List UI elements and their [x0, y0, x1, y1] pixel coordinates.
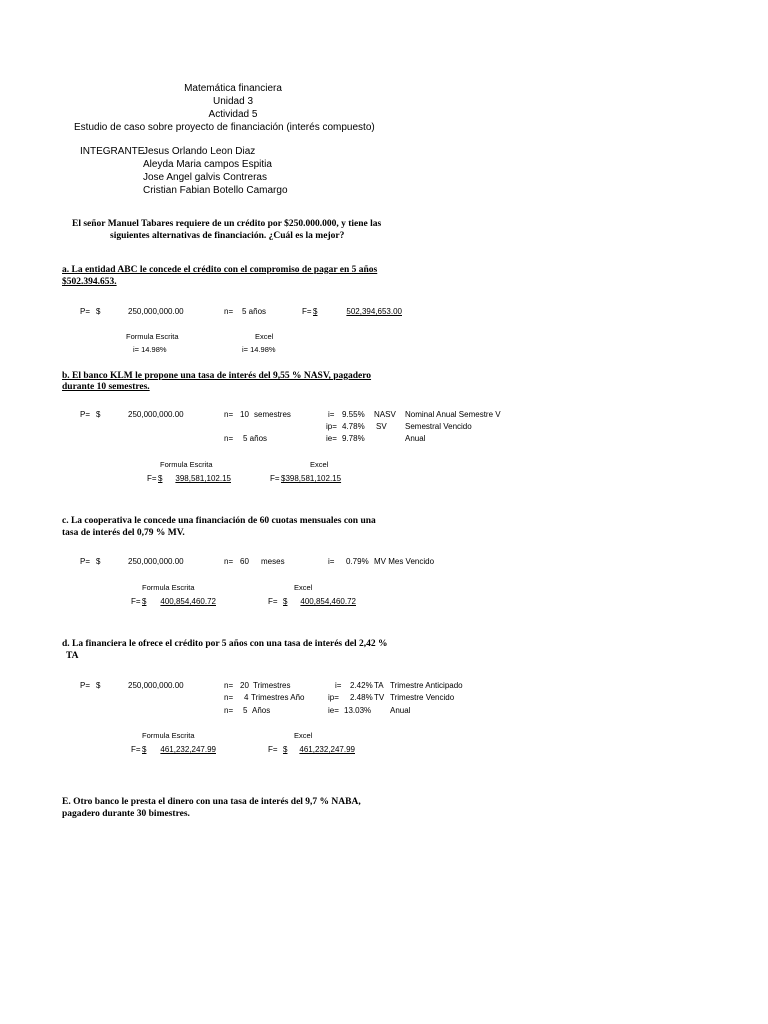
team-member: Jose Angel galvis Contreras: [143, 172, 267, 183]
b-f-excel-label: F=: [270, 474, 280, 483]
b-n1-label: n=: [224, 410, 234, 419]
b-formula-label: Formula Escrita: [160, 460, 213, 469]
b-ie-desc: Anual: [405, 434, 426, 443]
a-i-excel: i= 14.98%: [242, 345, 276, 354]
b-ip-desc: Semestral Vencido: [405, 422, 472, 431]
a-currency: $: [96, 307, 101, 316]
b-ie-label: ie=: [326, 434, 337, 443]
d-currency: $: [96, 681, 101, 690]
b-ie-value: 9.78%: [342, 434, 365, 443]
question-e-line: pagadero durante 30 bimestres.: [62, 809, 190, 819]
d-excel-label: Excel: [294, 731, 313, 740]
doc-activity: Actividad 5: [208, 109, 258, 120]
c-formula-label: Formula Escrita: [142, 583, 195, 592]
a-f-label: F=: [302, 307, 312, 316]
question-d-line: d. La financiera le ofrece el crédito por 5 años con una tasa de interés del 2,42 %: [62, 639, 388, 649]
doc-unit: Unidad 3: [212, 96, 254, 107]
b-ip-code: SV: [376, 422, 387, 431]
c-excel-label: Excel: [294, 583, 313, 592]
a-f-currency: $: [313, 307, 318, 316]
a-formula-label: Formula Escrita: [126, 332, 179, 341]
d-n2-label: n=: [224, 693, 234, 702]
b-n1-unit: semestres: [254, 410, 291, 419]
c-i-desc: MV Mes Vencido: [374, 557, 435, 566]
c-f-formula-label: F=: [131, 597, 141, 606]
d-formula-label: Formula Escrita: [142, 731, 195, 740]
a-p-value: 250,000,000.00: [128, 307, 184, 316]
d-i-value: 2.42%: [350, 681, 373, 690]
question-b-line: durante 10 semestres.: [62, 382, 150, 392]
c-f-formula-value: 400,854,460.72: [160, 597, 216, 606]
d-f-excel-value: 461,232,247.99: [299, 745, 355, 754]
b-n2-label: n=: [224, 434, 234, 443]
d-n2-unit: Trimestres Año: [251, 693, 305, 702]
b-f-formula-value: 398,581,102.15: [175, 474, 231, 483]
b-f-excel-value: $398,581,102.15: [281, 474, 342, 483]
b-i-code: NASV: [374, 410, 396, 419]
c-f-excel-value: 400,854,460.72: [300, 597, 356, 606]
d-f-formula-label: F=: [131, 745, 141, 754]
team-label: INTEGRANTE: [80, 146, 145, 157]
c-f-excel-currency: $: [283, 597, 288, 606]
c-f-formula-currency: $: [142, 597, 147, 606]
question-d-line: TA: [66, 651, 79, 661]
d-n1-unit: Trimestres: [253, 681, 291, 690]
b-n2-value: 5 años: [243, 434, 268, 443]
b-f-formula-currency: $: [158, 474, 163, 483]
b-p-value: 250,000,000.00: [128, 410, 184, 419]
d-i-desc: Trimestre Anticipado: [390, 681, 463, 690]
question-c-line: c. La cooperativa le concede una financiación de 60 cuotas mensuales con una: [62, 516, 376, 526]
c-p-label: P=: [80, 557, 91, 566]
b-n1-value: 10: [240, 410, 249, 419]
b-ip-value: 4.78%: [342, 422, 365, 431]
c-i-label: i=: [328, 557, 335, 566]
team-member: Aleyda Maria campos Espitia: [143, 159, 272, 170]
b-f-formula-label: F=: [147, 474, 157, 483]
question-e-line: E. Otro banco le presta el dinero con una tasa de interés del 9,7 % NABA,: [62, 797, 361, 807]
a-f-value: 502,394,653.00: [346, 307, 402, 316]
c-currency: $: [96, 557, 101, 566]
a-excel-label: Excel: [255, 332, 274, 341]
doc-subtitle: Estudio de caso sobre proyecto de financiación (interés compuesto): [74, 122, 375, 133]
d-ip-value: 2.48%: [350, 693, 373, 702]
d-ie-value: 13.03%: [344, 706, 372, 715]
question-b-line: b. El banco KLM le propone una tasa de interés del 9,55 % NASV, pagadero: [62, 371, 372, 381]
d-i-label: i=: [335, 681, 342, 690]
a-n-value: 5 años: [242, 307, 267, 316]
d-p-value: 250,000,000.00: [128, 681, 184, 690]
a-n-label: n=: [224, 307, 234, 316]
intro-line: siguientes alternativas de financiación. ¿Cuál es la mejor?: [110, 231, 345, 241]
c-f-excel-label: F=: [268, 597, 278, 606]
c-n-unit: meses: [261, 557, 285, 566]
d-ie-desc: Anual: [390, 706, 411, 715]
d-ip-label: ip=: [328, 693, 339, 702]
d-p-label: P=: [80, 681, 91, 690]
d-n1-label: n=: [224, 681, 234, 690]
d-n3-label: n=: [224, 706, 234, 715]
d-n2-value: 4: [244, 693, 249, 702]
b-i-label: i=: [328, 410, 335, 419]
d-f-formula-currency: $: [142, 745, 147, 754]
b-i-desc: Nominal Anual Semestre V: [405, 410, 501, 419]
team-member: Jesus Orlando Leon Diaz: [143, 146, 256, 157]
d-n3-unit: Años: [252, 706, 271, 715]
c-n-label: n=: [224, 557, 234, 566]
d-f-excel-label: F=: [268, 745, 278, 754]
b-p-label: P=: [80, 410, 91, 419]
b-currency: $: [96, 410, 101, 419]
intro-line: El señor Manuel Tabares requiere de un crédito por $250.000.000, y tiene las: [72, 219, 382, 229]
team-member: Cristian Fabian Botello Camargo: [143, 185, 288, 196]
doc-title: Matemática financiera: [184, 83, 282, 94]
d-ip-code: TV: [374, 693, 385, 702]
a-p-label: P=: [80, 307, 91, 316]
c-p-value: 250,000,000.00: [128, 557, 184, 566]
d-n1-value: 20: [240, 681, 249, 690]
b-i-value: 9.55%: [342, 410, 365, 419]
d-i-code: TA: [374, 681, 384, 690]
question-c-line: tasa de interés del 0,79 % MV.: [62, 528, 185, 538]
d-f-excel-currency: $: [283, 745, 288, 754]
d-ie-label: ie=: [328, 706, 339, 715]
d-ip-desc: Trimestre Vencido: [390, 693, 455, 702]
b-excel-label: Excel: [310, 460, 329, 469]
c-n-value: 60: [240, 557, 249, 566]
d-n3-value: 5: [243, 706, 248, 715]
d-f-formula-value: 461,232,247.99: [160, 745, 216, 754]
b-ip-label: ip=: [326, 422, 337, 431]
a-i-formula: i= 14.98%: [133, 345, 167, 354]
c-i-value: 0.79%: [346, 557, 369, 566]
question-a-line: a. La entidad ABC le concede el crédito con el compromiso de pagar en 5 años: [62, 265, 378, 275]
question-a-line: $502.394.653.: [62, 277, 117, 287]
